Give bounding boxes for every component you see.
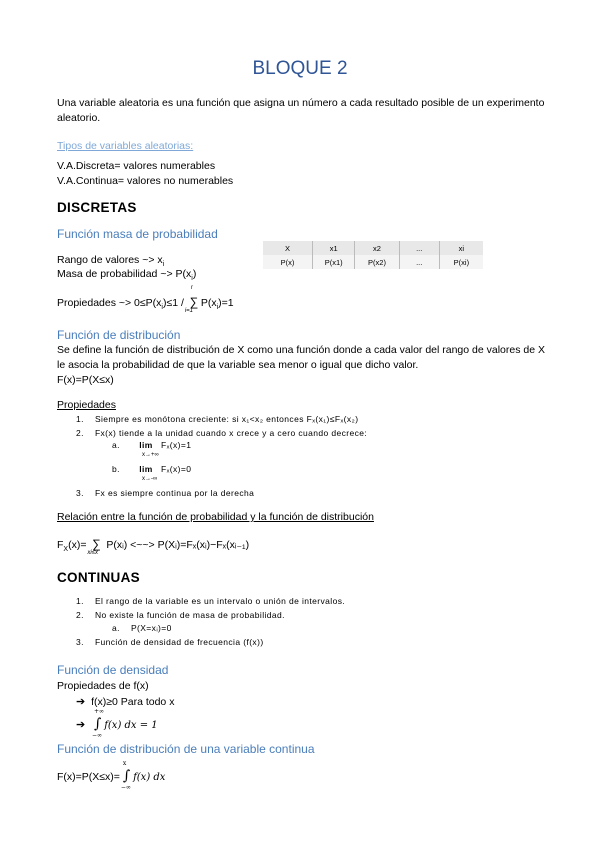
tipos-link[interactable]: Tipos de variables aleatorias: bbox=[57, 140, 194, 152]
propiedades-line: Propiedades ~> $0\le P(x_i)\le 1$ / ∑ r i=1 $P(x_i)=1$ bbox=[57, 285, 234, 314]
intro-paragraph: Una variable aleatoria es una función que asigna un número a cada resultado posible de un experimento aleatorio. bbox=[57, 97, 545, 124]
relacion-formula: $F_X(x)=$ ∑ xi≤x P(xᵢ) <~~> P(Xᵢ)=Fₓ(xᵢ)−Fₓ(xᵢ₋₁) bbox=[57, 537, 250, 556]
distribucion-formula: F(x)=P(X≤x) bbox=[57, 374, 114, 386]
limit-a: a. lim Fₓ(x)=1 bbox=[112, 440, 192, 450]
list-item: 1. El rango de la variable es un intervalo o unión de intervalos. bbox=[76, 596, 346, 606]
table-cell: x2 bbox=[355, 241, 399, 255]
propiedades-heading: Propiedades bbox=[57, 399, 116, 411]
discretas-heading: DISCRETAS bbox=[57, 200, 137, 215]
rango-line: Rango de valores ~> $x_i$ bbox=[57, 254, 165, 269]
va-continua: V.A.Continua= valores no numerables bbox=[57, 175, 234, 187]
continuas-heading: CONTINUAS bbox=[57, 570, 140, 585]
list-item: 1. Siempre es monótona creciente: si x₁<x₂ entonces Fₓ(x₁)≤Fₓ(x₂) bbox=[76, 414, 359, 424]
table-cell: P(x) bbox=[263, 255, 313, 269]
sum-symbol: ∑ r i=1 bbox=[184, 285, 199, 314]
table-cell: X bbox=[263, 241, 313, 255]
distribucion-text: Se define la función de distribución de X como una función donde a cada valor del rango de valores de X le asocia la probabilidad de que la variable sea menor o igual que dicho valor. bbox=[57, 344, 545, 371]
table-cell: P(x2) bbox=[355, 255, 399, 269]
table-cell: xi bbox=[439, 241, 483, 255]
list-item: 2. No existe la función de masa de probabilidad. bbox=[76, 610, 285, 620]
limit-b-sub: x→-∞ bbox=[142, 476, 158, 482]
masa-heading: Función masa de probabilidad bbox=[57, 227, 218, 241]
list-item: 3. Fx es siempre continua por la derecha bbox=[76, 488, 255, 498]
page-title: BLOQUE 2 bbox=[252, 58, 348, 79]
limit-a-sub: x→+∞ bbox=[142, 452, 159, 458]
table-cell: P(xi) bbox=[439, 255, 483, 269]
distribucion-continua-heading: Función de distribución de una variable continua bbox=[57, 742, 315, 756]
integral-symbol: ∫ x −∞ bbox=[120, 760, 131, 791]
table-cell: P(x1) bbox=[313, 255, 355, 269]
probability-table bbox=[263, 241, 483, 269]
integral-symbol: ∫ +∞ −∞ bbox=[91, 708, 105, 739]
densidad-heading: Función de densidad bbox=[57, 663, 169, 677]
distribucion-heading: Función de distribución bbox=[57, 328, 181, 342]
table-cell: x1 bbox=[313, 241, 355, 255]
table-cell: ... bbox=[399, 255, 439, 269]
masa-line: Masa de probabilidad ~> $P(x_i)$ bbox=[57, 268, 197, 283]
densidad-prop-2: ➔ ∫ +∞ −∞ f(x) dx = 1 bbox=[76, 708, 158, 739]
relacion-heading: Relación entre la función de probabilidad y la función de distribución bbox=[57, 511, 374, 523]
sum-symbol: ∑ xi≤x bbox=[87, 537, 101, 556]
list-item: 3. Función de densidad de frecuencia (f(x)) bbox=[76, 637, 264, 647]
densidad-props: Propiedades de f(x) bbox=[57, 680, 149, 692]
arrow-icon: ➔ bbox=[76, 719, 86, 731]
densidad-prop-1: ➔ f(x)≥0 Para todo x bbox=[76, 696, 175, 708]
table-cell: ... bbox=[399, 241, 439, 255]
va-discreta: V.A.Discreta= valores numerables bbox=[57, 160, 216, 172]
list-subitem: a. P(X=xᵢ)=0 bbox=[112, 623, 172, 633]
arrow-icon: ➔ bbox=[76, 696, 86, 708]
list-item: 2. Fx(x) tiende a la unidad cuando x crece y a cero cuando decrece: bbox=[76, 428, 368, 438]
limit-b: b. lim Fₓ(x)=0 bbox=[112, 464, 192, 474]
distribucion-continua-formula: F(x)=P(X≤x)= ∫ x −∞ f(x) dx bbox=[57, 760, 166, 791]
